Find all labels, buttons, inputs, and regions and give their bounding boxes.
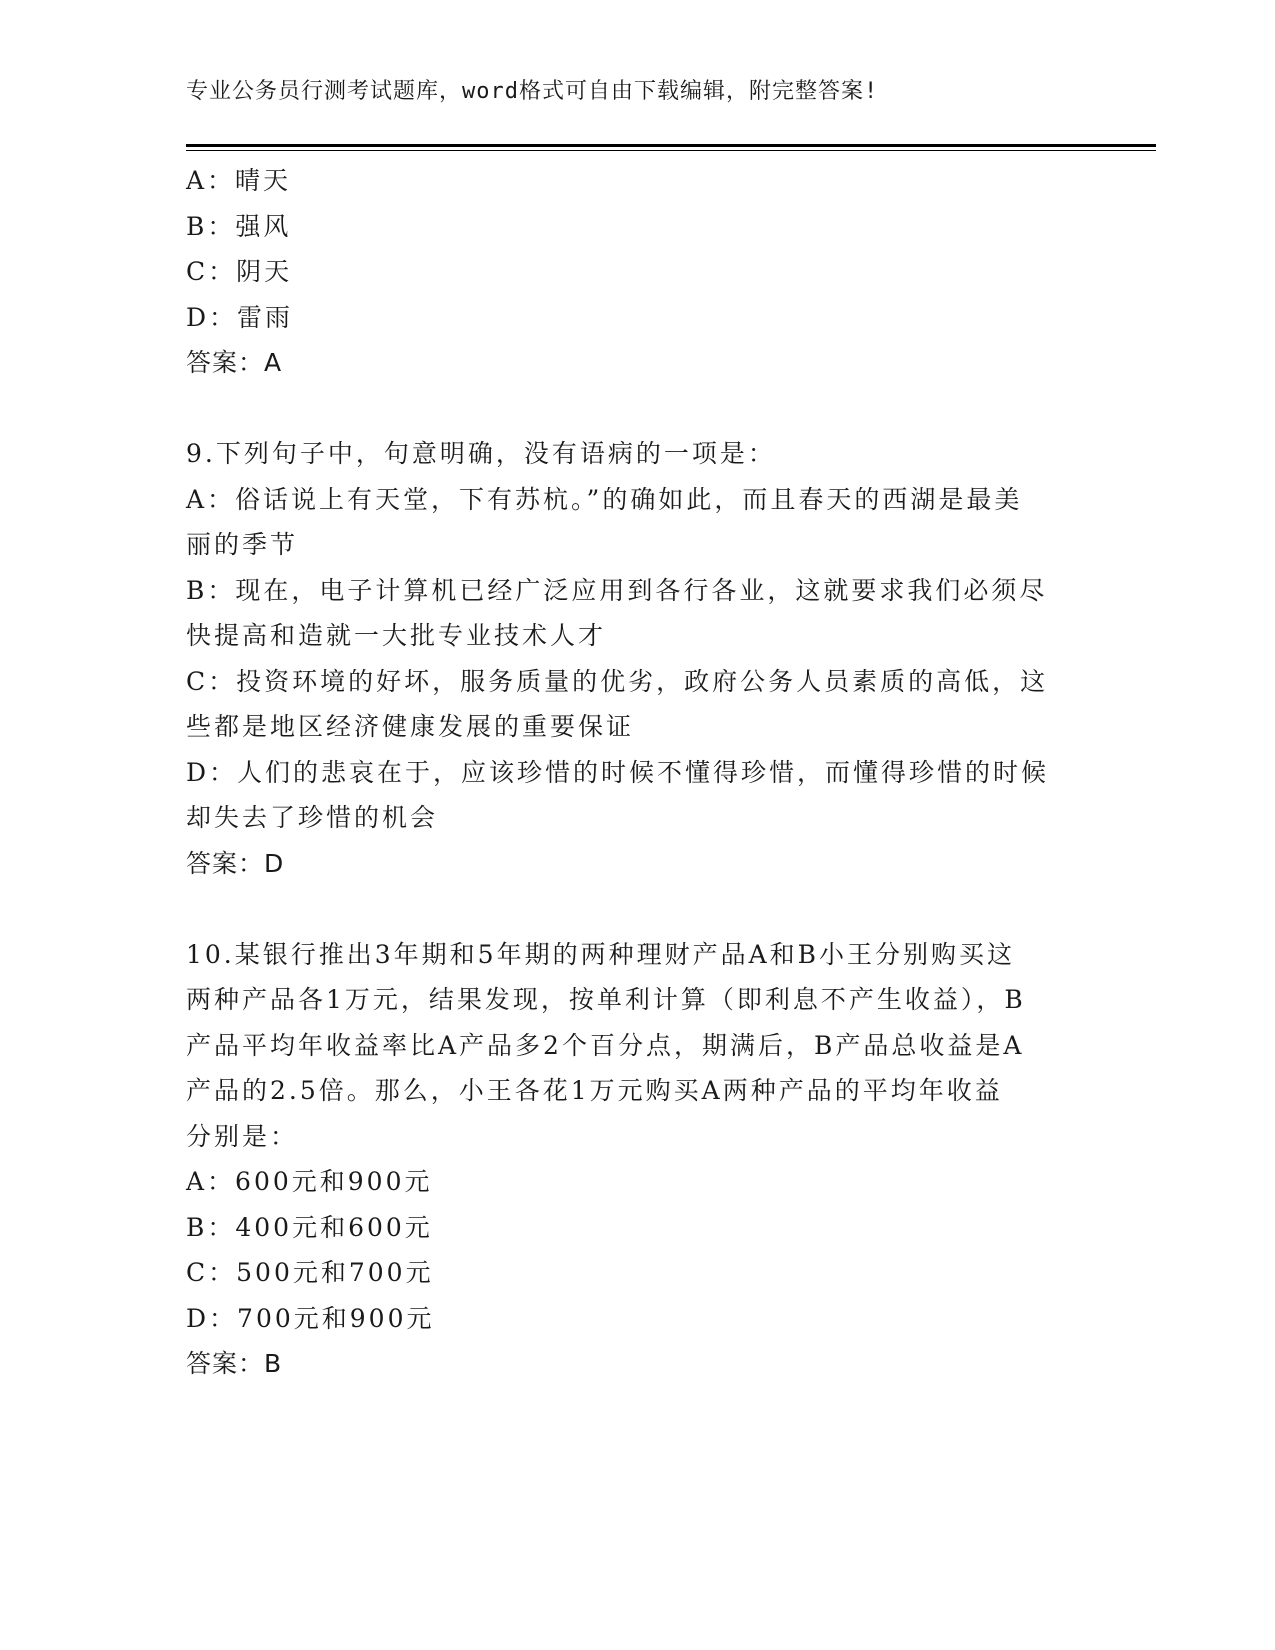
header-rule-thin [186, 150, 1156, 151]
question-stem-line-1: 10.某银行推出3年期和5年期的两种理财产品A和B小王分别购买这 [186, 939, 1015, 969]
option-a: A：晴天 [186, 166, 292, 195]
answer: 答案：A [186, 348, 283, 377]
question-stem-line-3: 产品平均年收益率比A产品多2个百分点，期满后，B产品总收益是A [186, 1030, 1025, 1060]
option-d-line-2: 却失去了珍惜的机会 [186, 803, 439, 832]
question-9 [186, 431, 1086, 886]
option-c-line-2: 些都是地区经济健康发展的重要保证 [186, 712, 635, 741]
option-d: D：雷雨 [186, 302, 294, 332]
header-rule-thick [186, 144, 1156, 147]
question-stem: 9.下列句子中，句意明确，没有语病的一项是： [186, 439, 776, 468]
option-c: C：500元和700元 [186, 1258, 434, 1287]
option-a-line-1: A：俗话说上有天堂，下有苏杭。”的确如此，而且春天的西湖是最美 [186, 484, 1023, 514]
option-c: C：阴天 [186, 257, 293, 286]
document-body [186, 158, 1086, 1387]
option-b: B：强风 [186, 211, 292, 241]
question-stem-line-2: 两种产品各1万元，结果发现，按单利计算（即利息不产生收益），B [186, 985, 1026, 1014]
option-b: B：400元和600元 [186, 1212, 433, 1242]
answer: 答案：B [186, 1349, 283, 1378]
question-stem-line-4: 产品的2.5倍。那么，小王各花1万元购买A两种产品的平均年收益 [186, 1076, 1003, 1105]
page-header: 专业公务员行测考试题库，word格式可自由下载编辑，附完整答案! [186, 79, 879, 104]
option-c-line-1: C：投资环境的好坏，服务质量的优劣，政府公务人员素质的高低，这 [186, 666, 1049, 696]
question-10 [186, 932, 1086, 1387]
option-a: A：600元和900元 [186, 1167, 433, 1196]
question-stem-line-5: 分别是： [186, 1121, 299, 1151]
previous-question [186, 158, 1086, 386]
option-d-line-1: D：人们的悲哀在于，应该珍惜的时候不懂得珍惜，而懂得珍惜的时候 [186, 757, 1050, 787]
answer: 答案：D [186, 848, 285, 878]
option-b-line-1: B：现在，电子计算机已经广泛应用到各行各业，这就要求我们必须尽 [186, 575, 1048, 605]
option-a-line-2: 丽的季节 [186, 530, 299, 559]
option-d: D：700元和900元 [186, 1303, 435, 1333]
option-b-line-2: 快提高和造就一大批专业技术人才 [186, 621, 607, 650]
